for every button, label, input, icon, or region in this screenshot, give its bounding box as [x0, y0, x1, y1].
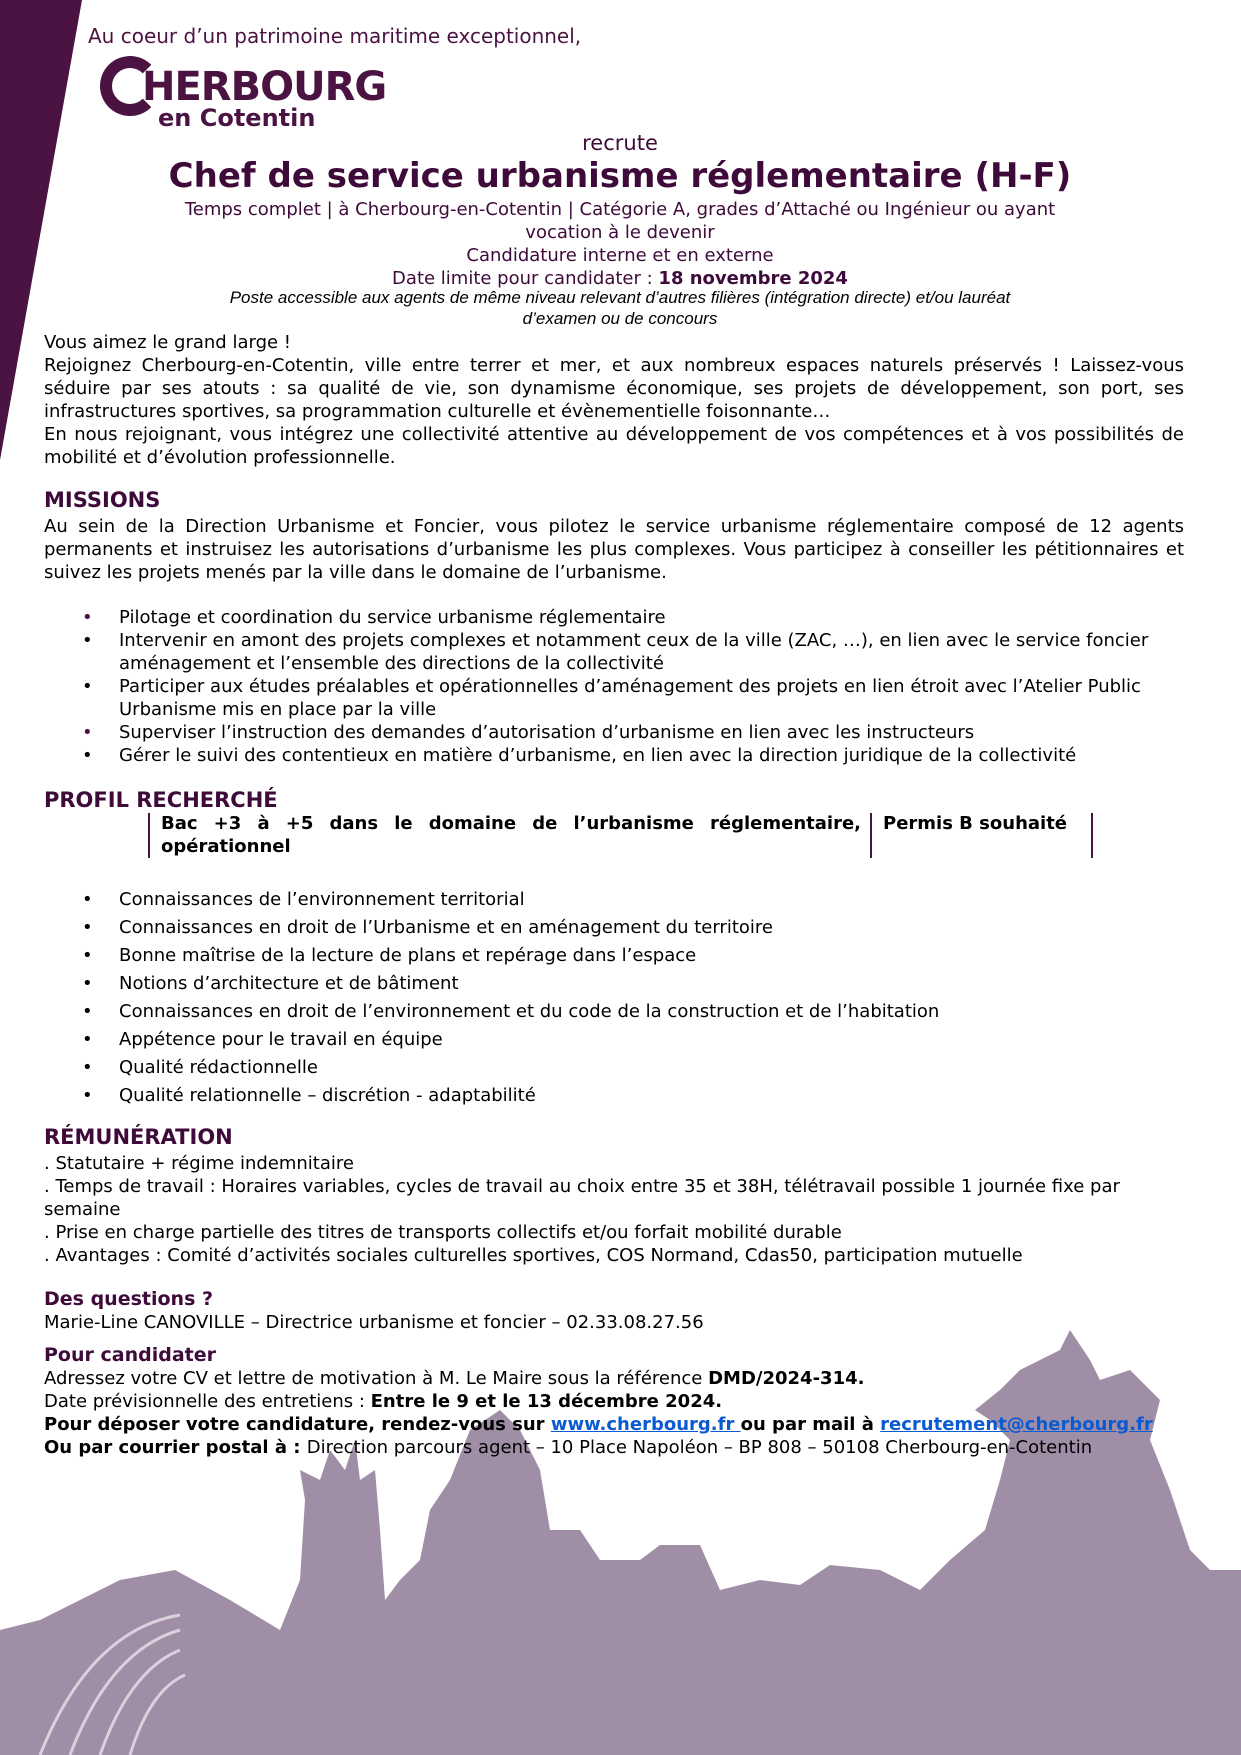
- candidature-type: Candidature interne et en externe: [466, 245, 774, 266]
- missions-list: [44, 606, 1194, 767]
- list-item: • Participer aux études préalables et opérationnelles d’aménagement des projets en lien étroit avec l’Atelier Public Urbanisme mis en place par la ville: [82, 676, 1141, 720]
- cherbourg-logo: [100, 52, 400, 132]
- remuneration-line: . Temps de travail : Horaires variables, cycles de travail au choix entre 35 et 38H, télétravail possible 1 journée fixe par semaine: [44, 1176, 1120, 1220]
- page-title: Chef de service urbanisme réglementaire (H-F): [168, 156, 1072, 196]
- apply-line-4: Ou par courrier postal à : Direction parcours agent – 10 Place Napoléon – BP 808 – 50108 Cherbourg-en-Cotentin: [44, 1437, 1093, 1458]
- list-item: • Connaissances de l’environnement territorial: [82, 889, 525, 910]
- list-item: • Notions d’architecture et de bâtiment: [82, 973, 459, 994]
- contact-info: Marie-Line CANOVILLE – Directrice urbanisme et foncier – 02.33.08.27.56: [44, 1312, 704, 1333]
- remuneration-line: . Avantages : Comité d’activités sociales culturelles sportives, COS Normand, Cdas50, participation mutuelle: [44, 1245, 1023, 1266]
- list-item: • Superviser l’instruction des demandes d’autorisation d’urbanisme en lien avec les instructeurs: [82, 722, 975, 743]
- list-item: • Qualité rédactionnelle: [82, 1057, 318, 1078]
- list-item: • Connaissances en droit de l’Urbanisme et en aménagement du territoire: [82, 917, 773, 938]
- remuneration-line: . Statutaire + régime indemnitaire: [44, 1153, 354, 1174]
- profil-heading: PROFIL RECHERCHÉ: [44, 788, 278, 812]
- logo-subtitle: en Cotentin: [158, 104, 316, 132]
- questions-heading: Des questions ?: [44, 1288, 214, 1310]
- email-link[interactable]: recrutement@cherbourg.fr: [880, 1414, 1153, 1435]
- profil-requirement-education: Bac +3 à +5 dans le domaine de l’urbanisme réglementaire, opérationnel: [161, 813, 861, 857]
- list-item: • Connaissances en droit de l’environnement et du code de la construction et de l’habitation: [82, 1001, 940, 1022]
- list-item: • Qualité relationnelle – discrétion - adaptabilité: [82, 1085, 536, 1106]
- missions-text: Au sein de la Direction Urbanisme et Foncier, vous pilotez le service urbanisme réglementaire composé de 12 agents permanents et instruisez les autorisations d’urbanisme les plus complexes. Vous participez à conseiller les pétitionnaires et suivez les projets menés par la ville dans le domaine de l’urbanisme.: [44, 516, 1184, 583]
- divider: [148, 813, 150, 858]
- apply-line-3: Pour déposer votre candidature, rendez-vous sur www.cherbourg.fr ou par mail à recrutement@cherbourg.fr: [44, 1414, 1153, 1435]
- list-item: • Intervenir en amont des projets complexes et notamment ceux de la ville (ZAC, …), en lien avec le service foncier aménagement et l’ensemble des directions de la collectivité: [82, 630, 1149, 674]
- list-item: • Appétence pour le travail en équipe: [82, 1029, 443, 1050]
- divider: [1091, 813, 1093, 858]
- apply-heading: Pour candidater: [44, 1344, 216, 1366]
- intro: [44, 331, 1184, 469]
- apply-details: [44, 1367, 1224, 1459]
- deadline-value: 18 novembre 2024: [658, 268, 848, 289]
- intro-line-1: Vous aimez le grand large !: [44, 332, 292, 353]
- profil-list: [44, 886, 1194, 1110]
- deadline-label: Date limite pour candidater :: [392, 268, 659, 289]
- job-details-line-1: Temps complet | à Cherbourg-en-Cotentin | Catégorie A, grades d’Attaché ou Ingénieur ou ayant: [184, 199, 1056, 220]
- divider: [870, 813, 872, 858]
- note-line-1: Poste accessible aux agents de même niveau relevant d’autres filières (intégration directe) et/ou lauréat: [229, 288, 1011, 307]
- brand-tagline: Au coeur d’un patrimoine maritime exceptionnel,: [88, 24, 582, 48]
- apply-line-2: Date prévisionnelle des entretiens : Entre le 9 et le 13 décembre 2024.: [44, 1391, 723, 1412]
- intro-paragraph-3: En nous rejoignant, vous intégrez une collectivité attentive au développement de vos compétences et à vos possibilités de mobilité et d’évolution professionnelle.: [44, 424, 1184, 468]
- note-line-2: d’examen ou de concours: [522, 309, 718, 328]
- recrute-label: recrute: [582, 131, 658, 155]
- remuneration-line: . Prise en charge partielle des titres de transports collectifs et/ou forfait mobilité durable: [44, 1222, 842, 1243]
- list-item: • Gérer le suivi des contentieux en matière d’urbanisme, en lien avec la direction juridique de la collectivité: [82, 745, 1077, 766]
- job-details: [100, 198, 1140, 290]
- remuneration-heading: RÉMUNÉRATION: [44, 1125, 233, 1149]
- logo-wordmark: HERBOURG: [142, 64, 387, 110]
- apply-line-1: Adressez votre CV et lettre de motivation à M. Le Maire sous la référence DMD/2024-314.: [44, 1368, 865, 1389]
- list-item: • Pilotage et coordination du service urbanisme réglementaire: [82, 607, 666, 628]
- job-details-line-2: vocation à le devenir: [525, 222, 715, 243]
- accessibility-note: [100, 287, 1140, 329]
- list-item: • Bonne maîtrise de la lecture de plans et repérage dans l’espace: [82, 945, 697, 966]
- profil-requirement-license: Permis B souhaité: [883, 813, 1068, 834]
- remuneration-details: [44, 1152, 1184, 1267]
- intro-paragraph-2: Rejoignez Cherbourg-en-Cotentin, ville entre terrer et mer, et aux nombreux espaces naturels préservés ! Laissez-vous séduire par ses atouts : sa qualité de vie, son dynamisme économique, ses projets de développement, son port, ses infrastructures sportives, sa programmation culturelle et évènementielle foisonnante…: [44, 355, 1184, 422]
- website-link[interactable]: www.cherbourg.fr: [550, 1414, 741, 1435]
- missions-heading: MISSIONS: [44, 488, 161, 512]
